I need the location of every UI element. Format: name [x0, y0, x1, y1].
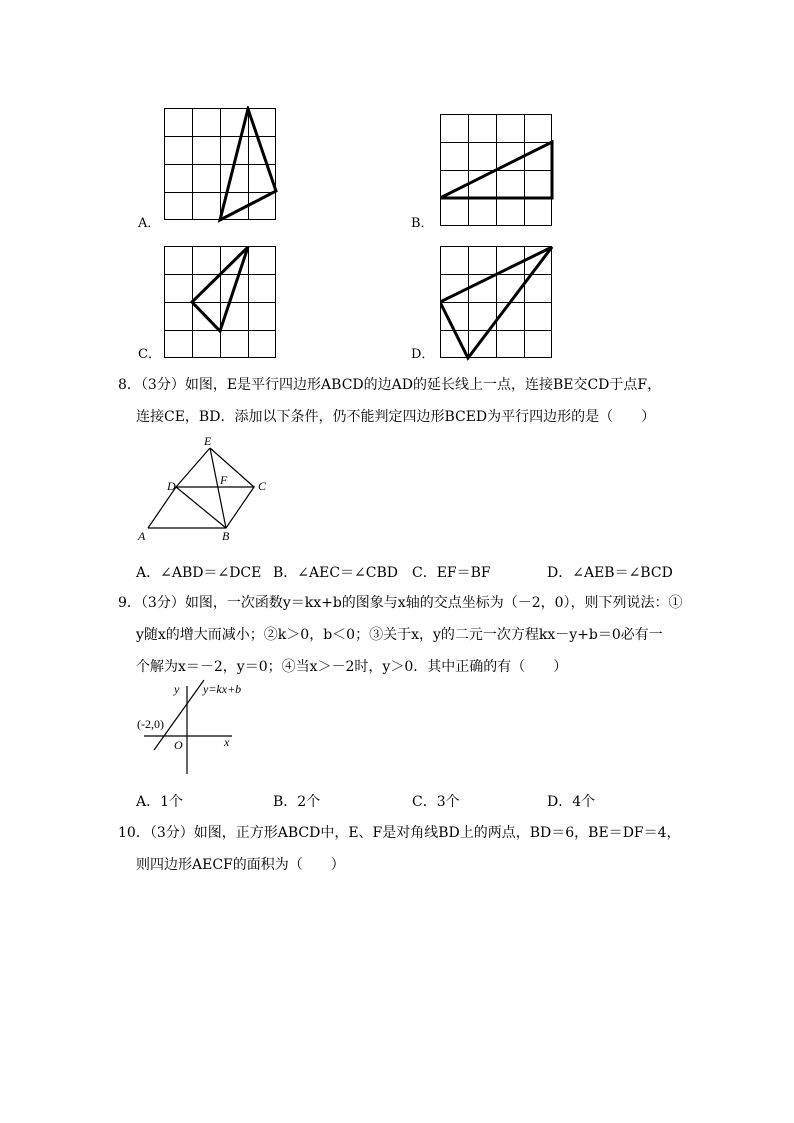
q8-option-a[interactable]: A．∠ABD＝∠DCE	[136, 565, 262, 581]
q9-stem-line-3: 个解为x＝－2，y＝0；④当x＞－2时，y＞0．其中正确的有（ ）	[136, 659, 568, 675]
q9-stem-line-1: 9．（3分）如图，一次函数y＝kx+b的图象与x轴的交点坐标为（－2，0），则下列说法：①	[118, 595, 683, 611]
q7-option-a-label[interactable]: A．	[138, 216, 161, 231]
q9-stem-line-2: y随x的增大而减小；②k＞0，b＜0；③关于x，y的二元一次方程kx－y+b＝0必有一	[136, 627, 663, 643]
q8-figure	[134, 432, 280, 544]
q9-option-d[interactable]: D．4个	[547, 794, 596, 810]
q7-option-b-label[interactable]: B．	[411, 216, 434, 231]
q7-figure-b	[440, 114, 556, 228]
q9-label-equation: y=kx+b	[203, 682, 242, 696]
q8-label-e: E	[204, 434, 212, 448]
q8-stem-line-1: 8．（3分）如图，E是平行四边形ABCD的边AD的延长线上一点，连接BE交CD于点F，	[118, 377, 662, 393]
q7-figure-a	[164, 106, 280, 224]
q8-label-a: A	[138, 529, 146, 543]
q10-stem-line-2: 则四边形AECF的面积为（ ）	[136, 857, 345, 873]
q8-label-d: D	[167, 479, 176, 493]
q7-option-d-label[interactable]: D．	[411, 347, 435, 362]
q8-stem-line-2: 连接CE，BD．添加以下条件，仍不能判定四边形BCED为平行四边形的是（ ）	[136, 409, 656, 425]
q9-figure	[134, 676, 264, 780]
q7-figure-d	[440, 246, 556, 362]
q7-option-c-label[interactable]: C．	[138, 347, 161, 362]
q9-option-b[interactable]: B．2个	[273, 794, 321, 810]
q7-figure-c	[164, 246, 280, 362]
q10-stem-line-1: 10．（3分）如图，正方形ABCD中，E、F是对角线BD上的两点，BD＝6，BE＝DF＝4，	[118, 825, 681, 841]
q8-label-f: F	[220, 473, 228, 487]
q9-option-c[interactable]: C．3个	[412, 794, 460, 810]
q9-label-y: y	[174, 682, 180, 696]
q8-option-c[interactable]: C．EF＝BF	[412, 565, 491, 581]
q8-option-d[interactable]: D．∠AEB＝∠BCD	[547, 565, 673, 581]
q9-label-x: x	[224, 735, 230, 749]
q9-label-origin: O	[174, 738, 183, 752]
q8-label-c: C	[258, 479, 267, 493]
q9-label-point: (-2,0)	[137, 717, 164, 731]
q8-label-b: B	[222, 529, 230, 543]
q8-option-b[interactable]: B．∠AEC＝∠CBD	[273, 565, 399, 581]
q9-option-a[interactable]: A．1个	[136, 794, 184, 810]
